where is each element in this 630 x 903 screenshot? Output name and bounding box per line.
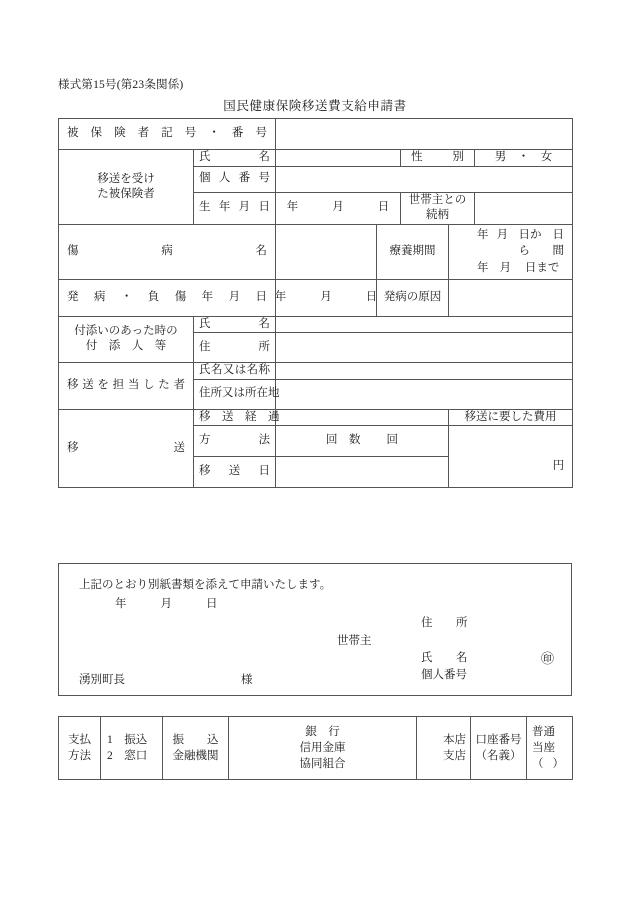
to-month-unit: 月: [499, 261, 512, 274]
payment-options-list: [101, 729, 162, 768]
cell-my-number-label: [194, 166, 276, 192]
payment-option-2[interactable]: 2 窓口: [107, 750, 148, 762]
transport-route-field[interactable]: [276, 409, 449, 426]
transport-route-label: 移 送 経 過: [199, 410, 280, 423]
bank-type-kyodo[interactable]: 協同組合: [299, 758, 346, 771]
row-transport-route: [59, 409, 573, 426]
my-number-boxes[interactable]: [276, 166, 573, 192]
cell-account-number-label: [471, 717, 527, 780]
transport-count-unit: 回: [386, 434, 398, 447]
gender-options[interactable]: [475, 150, 573, 167]
birth-month-unit: 月: [332, 201, 344, 214]
seal-icon: ㊞: [541, 651, 555, 666]
onset-cause-field[interactable]: [449, 279, 573, 316]
cell-birthdate-label: [194, 192, 276, 224]
institution-label-line1: 振 込: [172, 733, 219, 746]
name-label: 氏 名: [199, 151, 270, 163]
onset-date-label: 発病・負傷年月日: [67, 290, 267, 303]
row-insured-name: [59, 150, 573, 167]
household-relation-field[interactable]: [475, 192, 573, 224]
attendant-address-field[interactable]: [276, 333, 573, 363]
onset-cause-label: 発病の原因: [383, 290, 442, 303]
institution-label: [163, 729, 228, 768]
transport-method-field[interactable]: [276, 426, 449, 457]
carrier-address-label: 住所又は所在地: [199, 387, 280, 400]
gender-label: 性 別: [411, 151, 464, 163]
account-number-label: 口座番号: [475, 733, 522, 746]
payment-method-label-line1: 支払: [68, 733, 91, 746]
from-year-unit: 年: [477, 228, 489, 241]
declaration-my-number-label: 個人番号: [421, 669, 467, 681]
cell-treatment-period-label: [377, 224, 449, 279]
birth-day-unit: 日: [377, 201, 390, 214]
attendant-label-line1: 付添いのあった時の: [74, 325, 178, 338]
declaration-block: [58, 563, 572, 696]
birthdate-ymd: [276, 200, 400, 216]
gender-options-label: 男 ・ 女: [494, 151, 553, 163]
birthdate-field[interactable]: [276, 192, 401, 224]
onset-ymd: [276, 290, 376, 306]
branch-type-field[interactable]: [417, 717, 471, 780]
declaration-date[interactable]: [115, 595, 218, 611]
treatment-days-unit: 日間: [552, 228, 565, 258]
treatment-period-to: [477, 260, 564, 277]
cell-transport-date-label: [194, 457, 276, 488]
transport-cost-unit: 円: [552, 459, 565, 472]
carrier-label: 移送を担当した者: [67, 379, 185, 392]
transport-cost-label: 移送に要した費用: [464, 410, 557, 423]
carrier-address-field[interactable]: [276, 379, 573, 409]
form-number: 様式第15号(第23条関係): [58, 79, 184, 91]
cell-institution-label: [163, 717, 229, 780]
declaration-name-label: 氏 名: [421, 652, 474, 664]
attendant-label: [59, 324, 193, 354]
account-paren-close: ）: [552, 758, 564, 771]
to-day-unit: 日まで: [524, 261, 560, 274]
cell-disease-label: [59, 224, 276, 279]
account-type-options: [527, 721, 572, 776]
carrier-name-label: 氏名又は名称: [199, 364, 270, 377]
mayor-label: 湧別町長: [79, 674, 125, 686]
cell-transport-label: [59, 409, 194, 488]
account-paren-open: （: [532, 758, 544, 771]
bank-type-shinkin[interactable]: 信用金庫: [299, 741, 346, 754]
to-year-unit: 年: [477, 261, 489, 274]
carrier-name-field[interactable]: [276, 363, 573, 380]
disease-name-label: 傷 病 名: [67, 244, 267, 257]
disease-name-field[interactable]: [276, 224, 377, 279]
transport-method-label: 方 法: [199, 434, 270, 447]
main-form-table: [58, 118, 573, 488]
insured-number-field[interactable]: [276, 119, 573, 150]
cell-attendant-label: [59, 316, 194, 363]
treatment-period-from: [477, 227, 564, 260]
attendant-name-field[interactable]: [276, 316, 573, 333]
from-day-unit: 日から: [518, 228, 542, 258]
cell-transported-insured-label: [59, 150, 194, 225]
payment-option-1[interactable]: 1 振込: [107, 733, 148, 746]
account-type-field[interactable]: [527, 717, 573, 780]
institution-label-line2: 金融機関: [172, 750, 219, 762]
attendant-label-line2: 付 添 人 等: [85, 340, 167, 353]
cell-payment-method-label: [59, 717, 101, 780]
cell-name-label: [194, 150, 276, 167]
birth-year-unit: 年: [286, 201, 299, 214]
insured-number-label: 被保険者記号・番号: [67, 127, 267, 140]
row-onset: [59, 279, 573, 316]
transport-label: 移 送: [67, 441, 185, 454]
branch-type-options: [417, 729, 470, 768]
payment-method-table: [58, 716, 573, 780]
transport-count-label: 回 数: [326, 434, 361, 447]
onset-year-unit: 年: [274, 290, 287, 303]
treatment-period-field[interactable]: [449, 224, 573, 279]
from-month-unit: 月: [496, 228, 509, 241]
declaration-day-unit: 日: [206, 598, 218, 610]
cell-carrier-name-label: [194, 363, 276, 380]
account-type-futsu[interactable]: 普通: [532, 725, 555, 738]
cell-carrier-address-label: [194, 379, 280, 409]
cell-onset-date-label: [59, 279, 276, 316]
cell-insured-number-label: [59, 119, 276, 150]
transported-insured-label: 移送を受け た被保険者: [97, 172, 155, 200]
onset-day-unit: 日: [365, 290, 378, 303]
bank-type-options: [229, 721, 416, 776]
household-relation-label: 世帯主との続柄: [408, 193, 467, 222]
transport-date-label: 移 送 日: [199, 465, 270, 478]
my-number-label: 個人番号: [199, 172, 270, 185]
row-disease: [59, 224, 573, 279]
account-holder-label: （名義）: [475, 750, 522, 762]
declaration-address-label: 住 所: [421, 617, 474, 629]
onset-date-field[interactable]: [276, 279, 377, 316]
birthdate-label: 生年月日: [199, 201, 270, 214]
treatment-period-lines: [449, 225, 572, 279]
payment-method-label-line2: 方法: [68, 750, 91, 762]
cell-gender-label: [401, 150, 475, 167]
cell-attendant-address-label: [194, 333, 276, 363]
cell-transport-method-label: [194, 426, 276, 457]
transport-date-field[interactable]: [276, 457, 449, 488]
payment-method-label: [59, 729, 100, 768]
payment-row: [59, 717, 573, 780]
cell-attendant-name-label: [194, 316, 276, 333]
treatment-period-label: 療養期間: [389, 244, 436, 257]
payment-options[interactable]: [101, 717, 163, 780]
householder-label: 世帯主: [337, 635, 372, 647]
bank-type-field[interactable]: [229, 717, 417, 780]
row-carrier-name: [59, 363, 573, 380]
transport-cost-field[interactable]: [449, 426, 573, 488]
insured-name-field[interactable]: [276, 150, 401, 167]
branch-office[interactable]: 支店: [443, 750, 466, 762]
honorific-label: 様: [241, 674, 253, 686]
row-insured-number: [59, 119, 573, 150]
cell-transport-route-label: [194, 409, 280, 426]
cell-carrier-label: [59, 363, 194, 410]
cell-household-relation-label: [401, 192, 475, 224]
attendant-address-label: 住 所: [199, 340, 270, 353]
cell-onset-cause-label: [377, 279, 449, 316]
cell-transport-cost-label: [449, 409, 573, 426]
document-title: 国民健康保険移送費支給申請書: [223, 99, 407, 113]
account-type-toza[interactable]: 当座: [532, 741, 555, 754]
bank-type-bank[interactable]: 銀 行: [305, 725, 340, 738]
branch-head-office[interactable]: 本店: [443, 733, 466, 746]
declaration-month-unit: 月: [160, 598, 172, 610]
row-attendant-name: [59, 316, 573, 333]
account-number-label-group: [471, 729, 526, 768]
attendant-name-label: 氏 名: [199, 317, 270, 330]
onset-month-unit: 月: [320, 290, 332, 303]
declaration-statement: 上記のとおり別紙書類を添えて申請いたします。: [79, 579, 332, 591]
declaration-year-unit: 年: [115, 598, 127, 610]
transport-count-group: [276, 433, 448, 449]
